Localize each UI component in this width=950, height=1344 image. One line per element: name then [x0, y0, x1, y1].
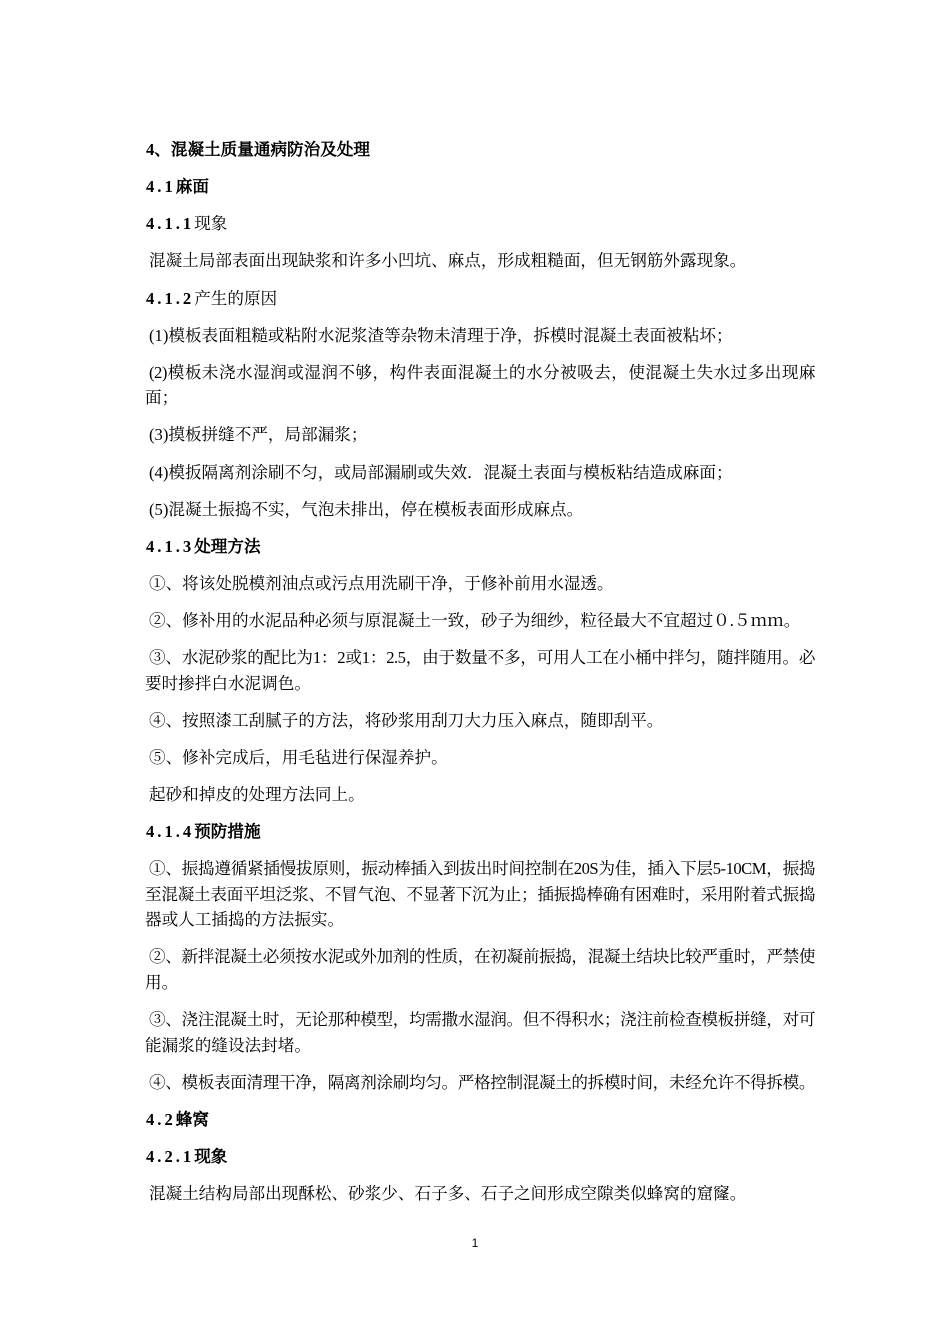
heading-title: 预防措施 [194, 822, 261, 842]
paragraph [145, 460, 815, 486]
paragraph-line: (3)摸板拼缝不严，局部漏浆； [149, 425, 368, 445]
paragraph [145, 422, 815, 448]
paragraph-line: ④、按照漆工刮腻子的方法，将砂浆用刮刀大力压入麻点，随即刮平。 [149, 710, 664, 730]
paragraph [145, 782, 815, 808]
paragraph-line: ②、修补用的水泥品种必须与原混凝土一致，砂子为细纱，粒径最大不宜超过０.５ｍｍ。 [149, 611, 801, 630]
heading-title: 麻面 [175, 177, 209, 197]
document-body [145, 137, 815, 1218]
heading-number: 4.1.3 [146, 536, 195, 556]
paragraph [145, 608, 815, 634]
paragraph-line: 混凝土结构局部出现酥松、砂浆少、石子多、石子之间形成空隙类似蜂窝的窟窿。 [149, 1184, 747, 1203]
paragraph [145, 497, 815, 523]
paragraph-line: (5)混凝土振捣不实，气泡未排出，停在模板表面形成麻点。 [149, 499, 584, 519]
chapter-heading: 4、混凝土质量通病防治及处理 [146, 140, 371, 159]
paragraph [145, 708, 815, 734]
paragraph [145, 856, 815, 933]
paragraph-line: 要时掺拌白水泥调色。 [145, 673, 311, 693]
section-heading-4-1 [145, 174, 815, 200]
paragraph-line: 至混凝土表面平坦泛浆、不冒气泡、不显著下沉为止；插振捣棒确有困难时，采用附着式振捣 [145, 884, 815, 904]
subsection-heading-4-1-2 [145, 286, 815, 312]
paragraph-line: ⑤、修补完成后，用毛毡进行保湿养护。 [149, 747, 448, 767]
paragraph-line: 器或人工插捣的方法振实。 [145, 910, 345, 930]
paragraph [145, 1070, 815, 1096]
paragraph-line: ①、将该处脱模剂油点或污点用洗刷干净，于修补前用水湿透。 [149, 573, 614, 593]
heading-number: 4.2.1 [146, 1146, 195, 1166]
subsection-heading-4-2-1 [145, 1144, 815, 1170]
paragraph-line: 用。 [145, 972, 179, 992]
paragraph [145, 645, 815, 696]
heading-number: 4.1 [146, 177, 176, 197]
paragraph [145, 248, 815, 274]
heading-title: 现象 [194, 214, 228, 234]
heading-number: 4.1.2 [146, 288, 195, 308]
paragraph [145, 745, 815, 771]
paragraph-line: ④、模板表面清理干净，隔离剂涂刷均匀。严格控制混凝土的拆模时间，未经允许不得拆模。 [149, 1072, 815, 1092]
paragraph-line: 能漏浆的缝设法封堵。 [145, 1035, 311, 1055]
paragraph [145, 1007, 815, 1058]
heading-number: 4.1.1 [146, 214, 195, 234]
subsection-heading-4-1-4 [145, 819, 815, 845]
paragraph-line: 起砂和掉皮的处理方法同上。 [149, 785, 365, 804]
paragraph-line: ①、振捣遵循紧插慢拔原则，振动棒插入到拔出时间控制在20S为佳，插入下层5-10CM，振捣 [149, 859, 815, 879]
paragraph [145, 323, 815, 349]
heading-number: 4.1.4 [146, 822, 195, 842]
heading-number: 4.2 [146, 1109, 176, 1129]
heading-title: 现象 [194, 1146, 228, 1166]
paragraph-line: ③、浇注混凝土时，无论那种模型，均需撒水湿润。但不得积水；浇注前检查模板拼缝，对可 [149, 1010, 815, 1029]
paragraph [145, 1181, 815, 1207]
section-heading-4-2 [145, 1107, 815, 1133]
heading-title: 蜂窝 [175, 1109, 209, 1129]
paragraph-line: 面； [145, 388, 179, 408]
subsection-heading-4-1-1 [145, 211, 815, 237]
paragraph-line: (4)模扳隔离剂涂刷不匀，或局部漏刷或失效．混凝土表面与模板粘结造成麻面； [149, 462, 733, 482]
page-number: 1 [471, 1236, 479, 1250]
heading-title: 处理方法 [194, 536, 261, 556]
paragraph-line: ③、水泥砂浆的配比为1：2或1：2.5，由于数量不多，可用人工在小桶中拌匀，随拌随用。必 [149, 648, 815, 668]
paragraph-line: 混凝土局部表面出现缺浆和许多小凹坑、麻点，形成粗糙面，但无钢筋外露现象。 [149, 251, 747, 271]
paragraph [145, 571, 815, 597]
paragraph-line: (1)模板表面粗糙或粘附水泥浆渣等杂物未清理于净，拆模时混凝土表面被粘坏； [149, 325, 733, 345]
paragraph [145, 360, 815, 411]
paragraph-line: (2)模板未浇水湿润或湿润不够，构件表面混凝土的水分被吸去，使混凝土失水过多出现麻 [149, 362, 815, 382]
paragraph-line: ②、新拌混凝土必须按水泥或外加剂的性质，在初凝前振捣，混凝土结块比较严重时，严禁使 [149, 947, 815, 967]
paragraph [145, 944, 815, 995]
subsection-heading-4-1-3 [145, 534, 815, 560]
heading-title: 产生的原因 [194, 288, 278, 308]
